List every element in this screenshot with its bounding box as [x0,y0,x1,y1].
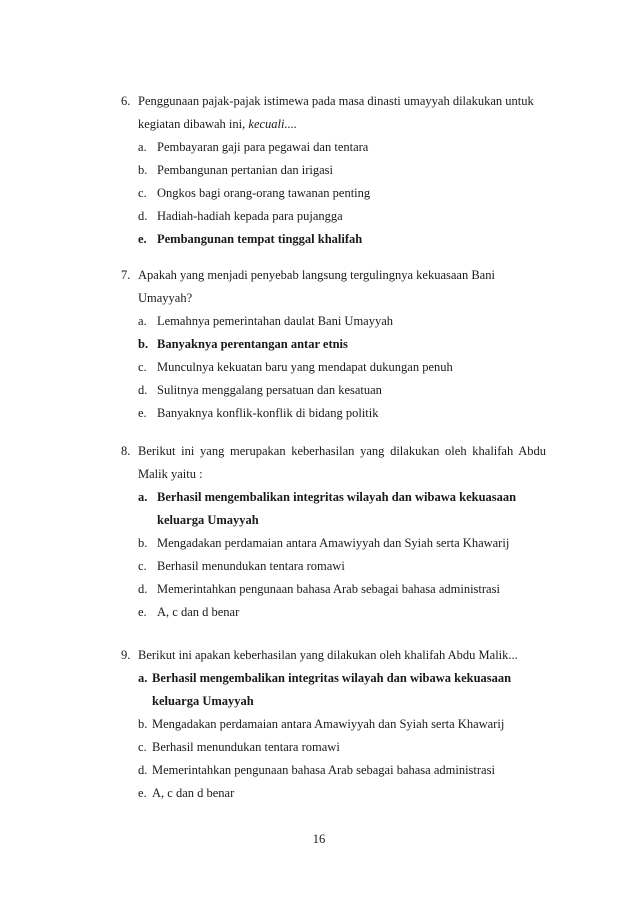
option-letter: a. [138,314,147,328]
option-text: Pembangunan pertanian dan irigasi [157,163,333,177]
option-letter: a. [138,140,147,154]
question-number: 6. [121,94,131,108]
option-text: Mengadakan perdamaian antara Amawiyyah dan Syiah serta Khawarij [152,717,505,731]
option-letter: d. [138,209,148,223]
option-letter: c. [138,559,147,573]
option-text: A, c dan d benar [152,786,235,800]
option-c [138,736,546,759]
option-b [138,532,546,555]
question-8 [121,440,546,624]
option-c [138,555,546,578]
option-text: Pembayaran gaji para pegawai dan tentara [157,140,369,154]
option-text: Ongkos bagi orang-orang tawanan penting [157,186,371,200]
option-letter: c. [138,740,147,754]
option-a [138,667,546,713]
option-text: Lemahnya pemerintahan daulat Bani Umayyah [157,314,394,328]
option-text: Memerintahkan pengunaan bahasa Arab sebagai bahasa administrasi [152,763,495,777]
question-text: Berikut ini yang merupakan keberhasilan yang dilakukan oleh khalifah Abdu Malik yaitu : [138,444,546,481]
option-letter: d. [138,582,148,596]
option-e [138,228,546,251]
question-text: Apakah yang menjadi penyebab langsung tergulingnya kekuasaan Bani Umayyah? [138,268,495,305]
option-letter: c. [138,360,147,374]
option-list [121,486,546,624]
option-letter: b. [138,163,148,177]
option-text: Hadiah-hadiah kepada para pujangga [157,209,343,223]
option-text: Memerintahkan pengunaan bahasa Arab sebagai bahasa administrasi [157,582,500,596]
option-list [121,667,546,805]
option-text: Berhasil menundukan tentara romawi [157,559,345,573]
option-text: Berhasil menundukan tentara romawi [152,740,340,754]
question-stem [121,440,546,486]
page-number: 16 [312,832,326,846]
option-text: Berhasil mengembalikan integritas wilayah dan wibawa kekuasaan keluarga Umayyah [152,671,512,708]
option-a [138,486,546,532]
question-stem [121,264,546,310]
option-c [138,182,546,205]
option-d [138,759,546,782]
question-6 [121,90,546,251]
option-text: Banyaknya perentangan antar etnis [157,337,348,351]
option-text: Pembangunan tempat tinggal khalifah [157,232,363,246]
option-letter: e. [138,786,147,800]
option-text: Banyaknya konflik-konflik di bidang politik [157,406,379,420]
option-b [138,333,546,356]
option-d [138,379,546,402]
option-b [138,713,546,736]
option-text: Munculnya kekuatan baru yang mendapat dukungan penuh [157,360,453,374]
question-stem [121,644,546,667]
option-letter: a. [138,671,148,685]
option-letter: d. [138,763,148,777]
option-letter: b. [138,337,149,351]
question-number: 9. [121,648,131,662]
option-c [138,356,546,379]
question-stem [121,90,546,136]
option-letter: a. [138,490,148,504]
option-letter: b. [138,536,148,550]
option-e [138,402,546,425]
option-letter: e. [138,406,147,420]
question-number: 7. [121,268,131,282]
option-letter: e. [138,232,147,246]
option-text: Sulitnya menggalang persatuan dan kesatuan [157,383,382,397]
question-text-emphasis: kecuali.... [248,117,297,131]
option-a [138,136,546,159]
option-e [138,782,546,805]
option-text: Mengadakan perdamaian antara Amawiyyah dan Syiah serta Khawarij [157,536,510,550]
option-d [138,578,546,601]
option-text: A, c dan d benar [157,605,240,619]
question-text [138,90,546,136]
option-d [138,205,546,228]
option-letter: c. [138,186,147,200]
option-list [121,310,546,425]
option-list [121,136,546,251]
option-b [138,159,546,182]
option-e [138,601,546,624]
question-number: 8. [121,444,131,458]
option-letter: b. [138,717,148,731]
question-text: Berikut ini apakan keberhasilan yang dilakukan oleh khalifah Abdu Malik... [138,648,518,662]
question-9 [121,644,546,805]
option-letter: e. [138,605,147,619]
question-7 [121,264,546,425]
question-text-main: Penggunaan pajak-pajak istimewa pada masa dinasti umayyah dilakukan untuk kegiatan dibawah ini, [138,94,534,131]
option-letter: d. [138,383,148,397]
option-a [138,310,546,333]
option-text: Berhasil mengembalikan integritas wilayah dan wibawa kekuasaan keluarga Umayyah [157,490,517,527]
